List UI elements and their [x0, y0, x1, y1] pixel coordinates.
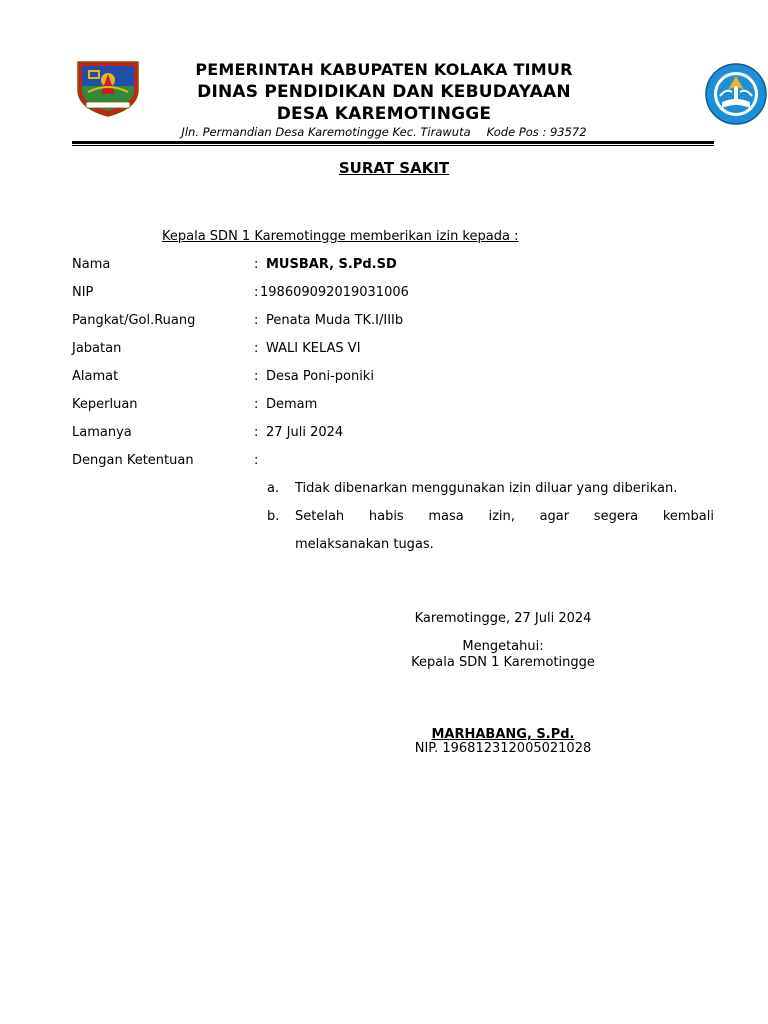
- letterhead-address: [0, 125, 768, 139]
- condition-marker: b.: [267, 509, 280, 524]
- field-value: 27 Juli 2024: [266, 425, 344, 440]
- field-colon: :: [254, 425, 259, 440]
- field-label: Lamanya: [72, 425, 132, 440]
- condition-marker: a.: [267, 481, 280, 496]
- field-value: Penata Muda TK.I/IIIb: [266, 313, 404, 328]
- field-value: MUSBAR, S.Pd.SD: [266, 257, 397, 272]
- letterhead-divider-thick: [72, 141, 714, 144]
- signature-place-date: Karemotingge, 27 Juli 2024: [414, 611, 592, 626]
- letterhead-department: DINAS PENDIDIKAN DAN KEBUDAYAAN: [197, 82, 571, 102]
- field-label: Pangkat/Gol.Ruang: [72, 313, 196, 328]
- signature-nip: NIP. 196812312005021028: [414, 741, 592, 756]
- field-colon: :: [254, 369, 259, 384]
- field-colon: :: [254, 313, 259, 328]
- field-colon: :: [254, 285, 259, 300]
- letterhead-divider-thin: [72, 145, 714, 146]
- field-value: 198609092019031006: [260, 285, 409, 300]
- field-colon: :: [254, 453, 259, 468]
- letterhead-village: DESA KAREMOTINGGE: [276, 104, 492, 124]
- signature-name: MARHABANG, S.Pd.: [431, 727, 575, 742]
- field-label: Keperluan: [72, 397, 138, 412]
- condition-text-continuation: melaksanakan tugas.: [295, 537, 434, 552]
- field-colon: :: [254, 257, 259, 272]
- field-label: Nama: [72, 257, 111, 272]
- field-label: NIP: [72, 285, 94, 300]
- field-colon: :: [254, 341, 259, 356]
- signature-acknowledged: Mengetahui:: [462, 639, 544, 654]
- address-postal-code: Kode Pos : 93572: [486, 125, 587, 139]
- document-title: SURAT SAKIT: [338, 159, 450, 177]
- field-value: Demam: [266, 397, 318, 412]
- field-colon: :: [254, 397, 259, 412]
- letterhead-government: PEMERINTAH KABUPATEN KOLAKA TIMUR: [195, 60, 573, 79]
- field-value: WALI KELAS VI: [266, 341, 361, 356]
- document-intro: Kepala SDN 1 Karemotingge memberikan izin kepada :: [162, 229, 519, 244]
- field-label: Jabatan: [72, 341, 122, 356]
- field-value: Desa Poni-poniki: [266, 369, 374, 384]
- address-street: Jln. Permandian Desa Karemotingge Kec. Tirawuta: [181, 125, 471, 139]
- field-label: Alamat: [72, 369, 119, 384]
- signature-position: Kepala SDN 1 Karemotingge: [411, 655, 595, 670]
- condition-text: Tidak dibenarkan menggunakan izin diluar yang diberikan.: [295, 481, 678, 496]
- field-label: Dengan Ketentuan: [72, 453, 194, 468]
- condition-text: Setelah habis masa izin, agar segera kembali: [295, 509, 714, 524]
